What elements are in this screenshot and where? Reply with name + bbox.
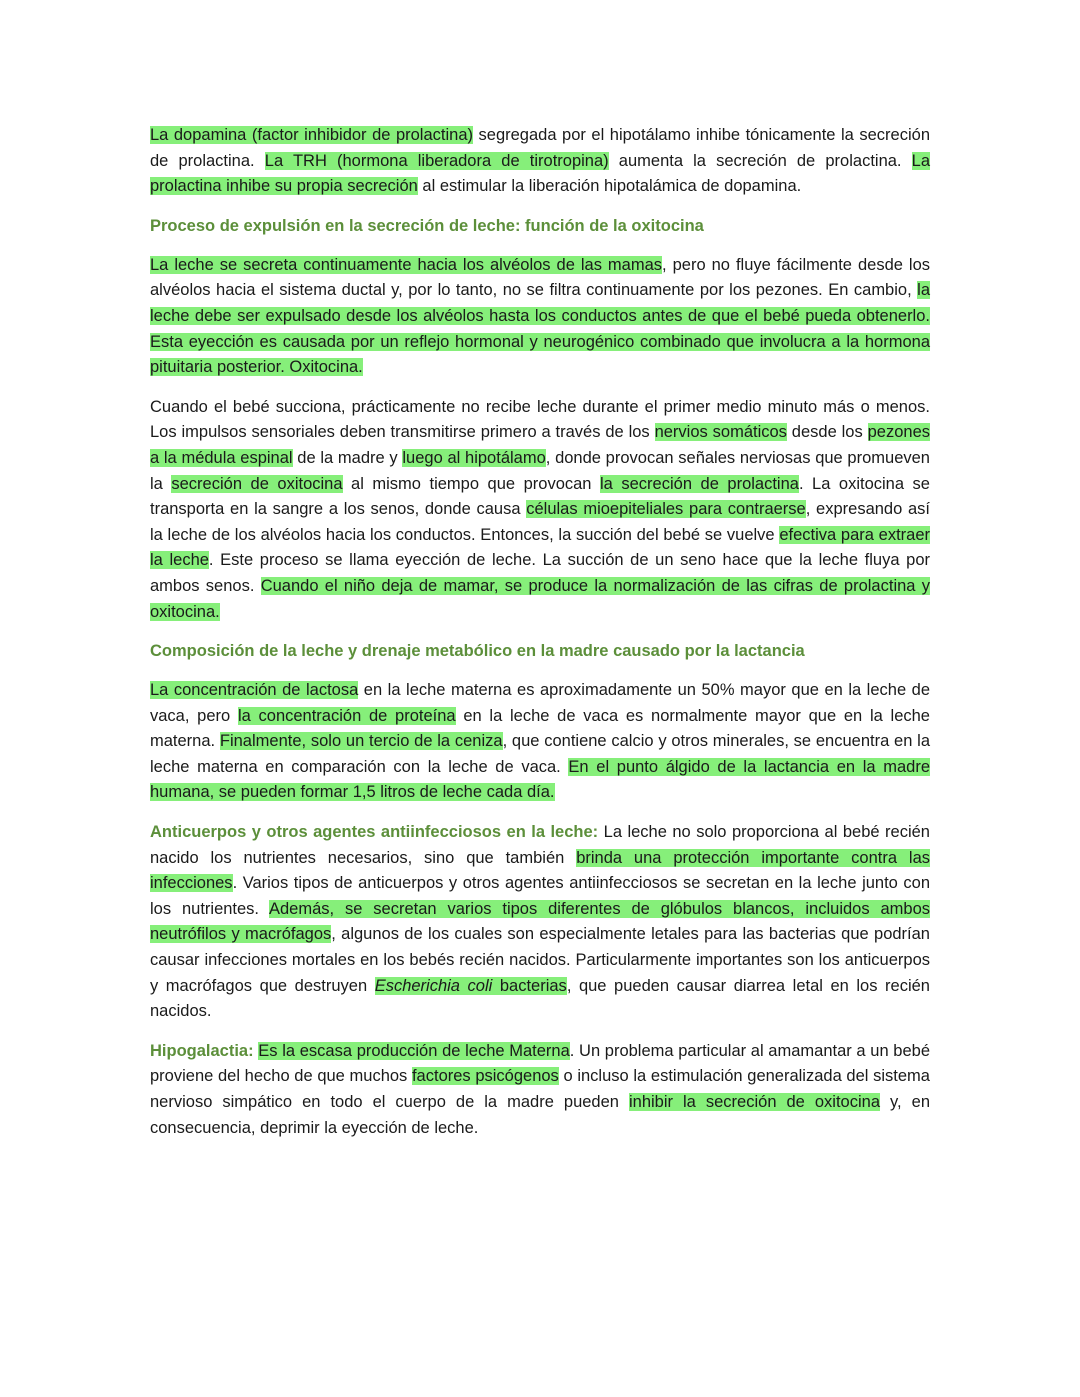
highlight: nervios somáticos bbox=[654, 423, 787, 442]
highlight: La dopamina (factor inhibidor de prolactina) bbox=[150, 126, 473, 144]
text: desde los bbox=[786, 423, 868, 442]
highlight: Cuando el niño deja de mamar, se produce la normalización de las cifras de prolactina y oxitocina. bbox=[150, 576, 930, 621]
highlight: brinda una protección importante contra las infecciones bbox=[150, 848, 930, 893]
highlight: En el punto álgido de la lactancia en la madre humana, se pueden formar 1,5 litros de leche cada día. bbox=[150, 757, 930, 802]
section-heading-oxytocin: Proceso de expulsión en la secreción de leche: función de la oxitocina bbox=[150, 216, 704, 235]
highlight: la secreción de prolactina bbox=[600, 474, 799, 493]
inline-heading: Hipogalactia: bbox=[150, 1041, 254, 1060]
highlight: Es la escasa producción de leche Materna bbox=[258, 1041, 570, 1060]
highlight: la leche debe ser expulsado desde los alvéolos hasta los conductos antes de que el bebé pueda obtenerlo. Esta eyección es causada por un reflejo hormonal y neurogénico combinado que involucra a la hormona pituitaria posterior. Oxitocina. bbox=[150, 281, 930, 377]
section-heading-milk-composition: Composición de la leche y drenaje metabólico en la madre causado por la lactancia bbox=[150, 642, 805, 661]
paragraph-milk-composition bbox=[150, 678, 930, 806]
document-body bbox=[150, 123, 930, 1141]
text: de la madre y bbox=[292, 448, 403, 467]
paragraph-antibodies bbox=[150, 820, 930, 1025]
paragraph-milk-ejection bbox=[150, 253, 930, 381]
highlight: factores psicógenos bbox=[411, 1067, 559, 1086]
text: o incluso la estimulación generalizada del sistema nervioso simpático en todo el cuerpo de la madre pueden bbox=[150, 1067, 930, 1111]
text: , pero no fluye fácilmente desde los alvéolos hacia el sistema ductal y, por lo tanto, no se filtra continuamente por los pezones. En cambio, bbox=[150, 255, 930, 300]
text: , que contiene calcio y otros minerales, se encuentra en la leche materna en comparación con la leche de vaca. bbox=[150, 732, 931, 776]
text: segregada por el hipotálamo inhibe tónicamente la secreción de prolactina. bbox=[150, 126, 930, 170]
highlight: La concentración de lactosa bbox=[150, 681, 359, 700]
text: Cuando el bebé succiona, prácticamente no recibe leche durante el primer medio minuto más o menos. Los impulsos sensoriales deben transmitirse primero a través de los bbox=[150, 397, 930, 442]
paragraph-hypogalactia bbox=[150, 1039, 930, 1141]
text: , que pueden causar diarrea letal en los recién nacidos. bbox=[150, 976, 930, 1021]
highlight: células mioepiteliales para contraerse bbox=[526, 500, 806, 519]
paragraph-suckling-reflex bbox=[150, 395, 930, 625]
text: La leche no solo proporciona al bebé recién nacido los nutrientes necesarios, sino que también bbox=[150, 823, 930, 867]
highlight: La leche se secreta continuamente hacia los alvéolos de las mamas bbox=[150, 255, 663, 274]
inline-heading: Anticuerpos y otros agentes antiinfecciosos en la leche: bbox=[150, 823, 599, 842]
text: . Un problema particular al amamantar a un bebé proviene del hecho de que muchos bbox=[150, 1041, 931, 1086]
text: en la leche materna es aproximadamente un 50% mayor que en la leche de vaca, pero bbox=[150, 681, 930, 725]
highlight: secreción de oxitocina bbox=[171, 474, 343, 493]
text: . La oxitocina se transporta en la sangre a los senos, donde causa bbox=[150, 474, 930, 519]
highlight: La TRH (hormona liberadora de tirotropina) bbox=[264, 151, 609, 170]
text: y, en consecuencia, deprimir la eyección de leche. bbox=[150, 1093, 930, 1137]
highlight: la concentración de proteína bbox=[237, 706, 456, 725]
highlight: Además, se secretan varios tipos diferentes de glóbulos blancos, incluidos ambos neutrófilos y macrófagos bbox=[150, 899, 930, 944]
text: aumenta la secreción de prolactina. bbox=[608, 151, 912, 170]
highlight bbox=[375, 977, 567, 995]
paragraph-prolactin-regulation bbox=[150, 123, 930, 200]
text: bacterias bbox=[492, 976, 567, 995]
highlight: Finalmente, solo un tercio de la ceniza bbox=[219, 732, 503, 751]
text: , algunos de los cuales son especialmente letales para las bacterias que podrían causar infecciones mortales en los bebés recién nacidos. Particularmente importantes son los anticuerpos y macrófagos que destruyen bbox=[150, 925, 930, 995]
text: , donde provocan señales nerviosas que promueven la bbox=[150, 448, 930, 493]
highlight: luego al hipotálamo bbox=[402, 448, 546, 467]
highlight: La prolactina inhibe su propia secreción bbox=[150, 151, 931, 196]
italic-term: Escherichia coli bbox=[374, 976, 493, 995]
highlight: inhibir la secreción de oxitocina bbox=[628, 1093, 880, 1111]
text: al estimular la liberación hipotalámica de dopamina. bbox=[417, 177, 802, 196]
text: en la leche de vaca es normalmente mayor que en la leche materna. bbox=[150, 706, 930, 751]
text: . Varios tipos de anticuerpos y otros agentes antiinfecciosos se secretan en la leche junto con los nutrientes. bbox=[150, 874, 930, 918]
text: , expresando así la leche de los alvéolos hacia los conductos. Entonces, la succión del bebé se vuelve bbox=[150, 500, 931, 544]
text: . Este proceso se llama eyección de leche. La succión de un seno hace que la leche fluya por ambos senos. bbox=[150, 551, 930, 595]
text: al mismo tiempo que provocan bbox=[342, 474, 601, 493]
highlight: pezones a la médula espinal bbox=[150, 423, 930, 467]
highlight: efectiva para extraer la leche bbox=[150, 525, 930, 570]
